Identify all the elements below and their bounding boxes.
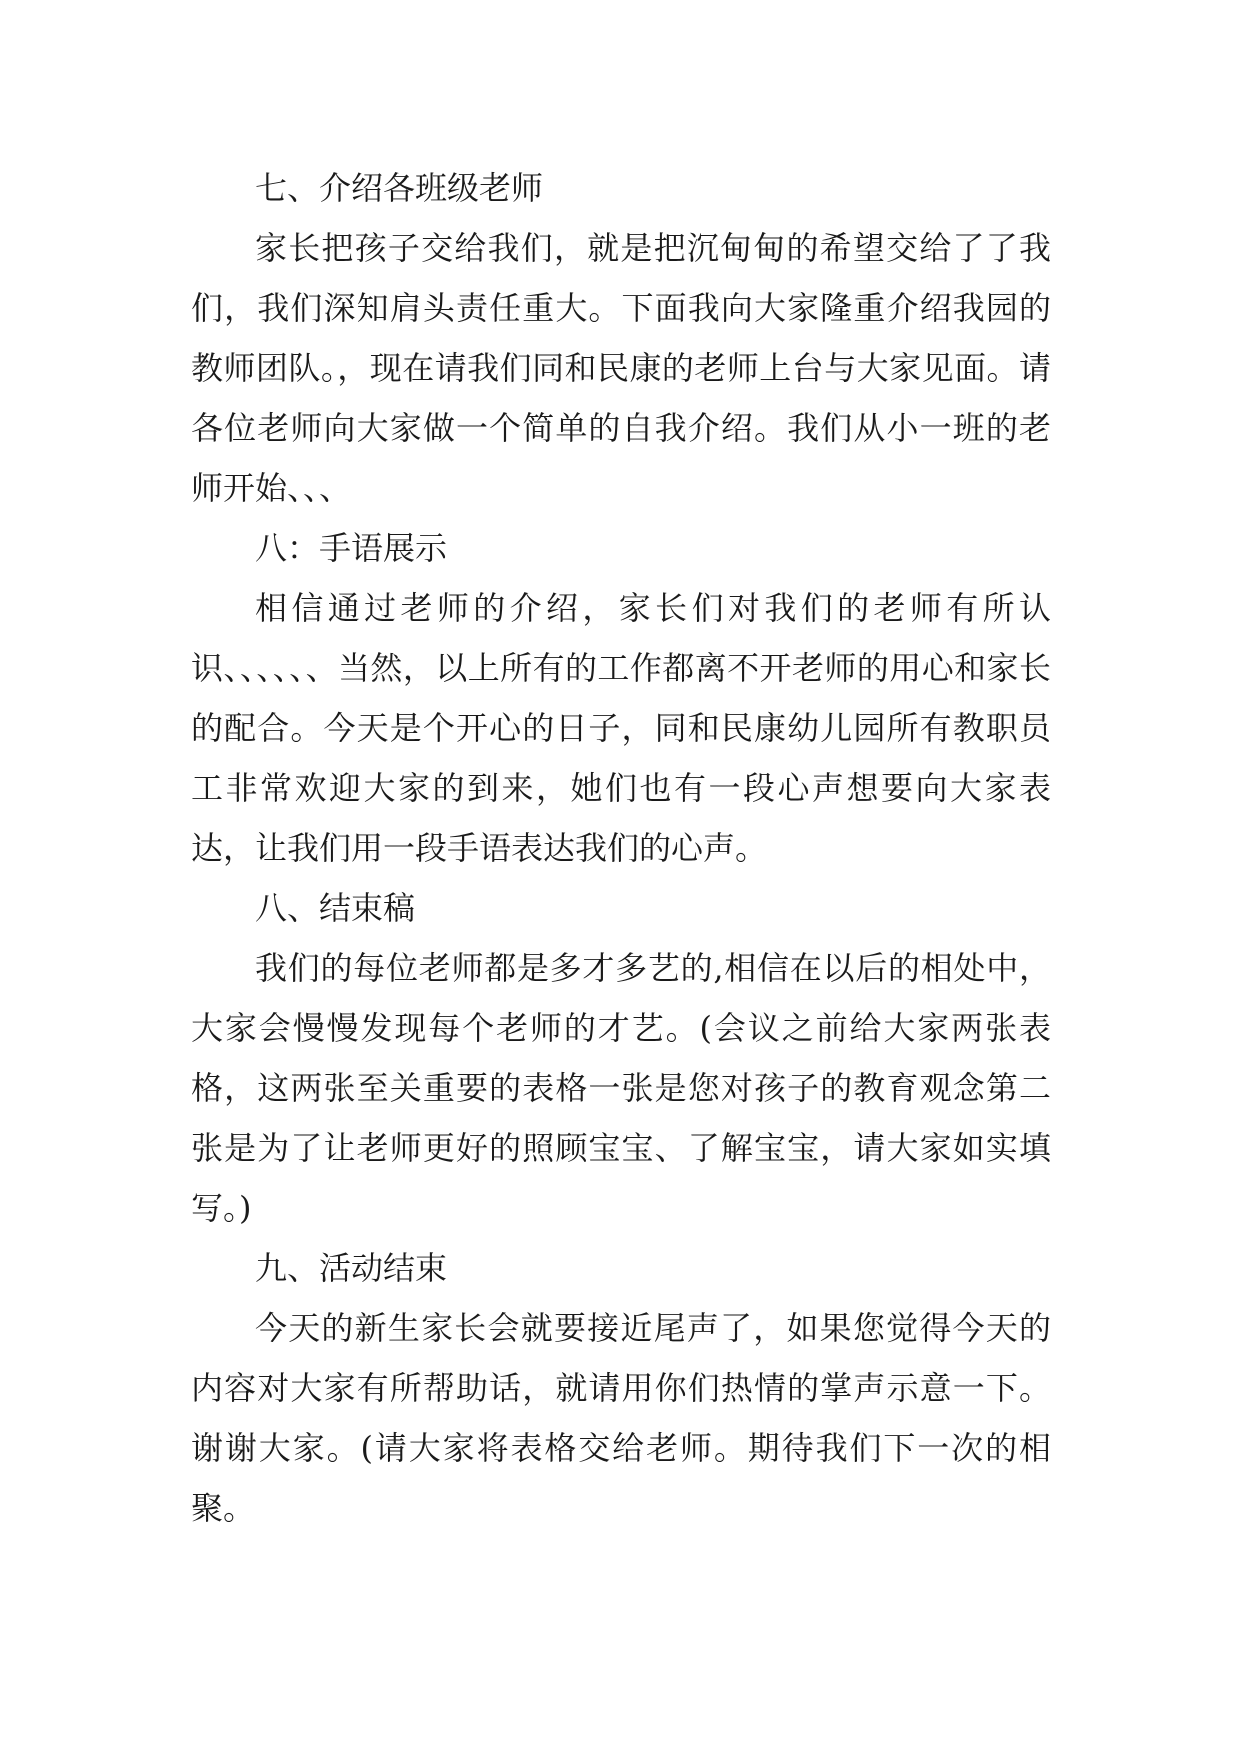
section-paragraph-event-end: 今天的新生家长会就要接近尾声了，如果您觉得今天的内容对大家有所帮助话，就请用你们热情的掌声示意一下。谢谢大家。(请大家将表格交给老师。期待我们下一次的相聚。 <box>191 1309 1051 1527</box>
section-heading-teachers: 七、介绍各班级老师 <box>255 169 544 207</box>
section-heading-closing-speech: 八、结束稿 <box>255 889 416 927</box>
section-heading-sign-language: 八：手语展示 <box>255 529 448 567</box>
section-paragraph-teachers: 家长把孩子交给我们，就是把沉甸甸的希望交给了了我们，我们深知肩头责任重大。下面我向大家隆重介绍我园的教师团队。，现在请我们同和民康的老师上台与大家见面。请各位老师向大家做一个简单的自我介绍。我们从小一班的老师开始、、、 <box>191 229 1051 507</box>
section-paragraph-sign-language: 相信通过老师的介绍，家长们对我们的老师有所认识、、、、、、当然，以上所有的工作都离不开老师的用心和家长的配合。今天是个开心的日子，同和民康幼儿园所有教职员工非常欢迎大家的到来，她们也有一段心声想要向大家表达，让我们用一段手语表达我们的心声。 <box>191 589 1051 867</box>
section-paragraph-closing-speech: 我们的每位老师都是多才多艺的,相信在以后的相处中，大家会慢慢发现每个老师的才艺。(会议之前给大家两张表格，这两张至关重要的表格一张是您对孩子的教育观念第二张是为了让老师更好的照顾宝宝、了解宝宝，请大家如实填写。) <box>191 949 1051 1227</box>
section-heading-event-end: 九、活动结束 <box>255 1249 448 1287</box>
document-body <box>191 158 1051 1538</box>
